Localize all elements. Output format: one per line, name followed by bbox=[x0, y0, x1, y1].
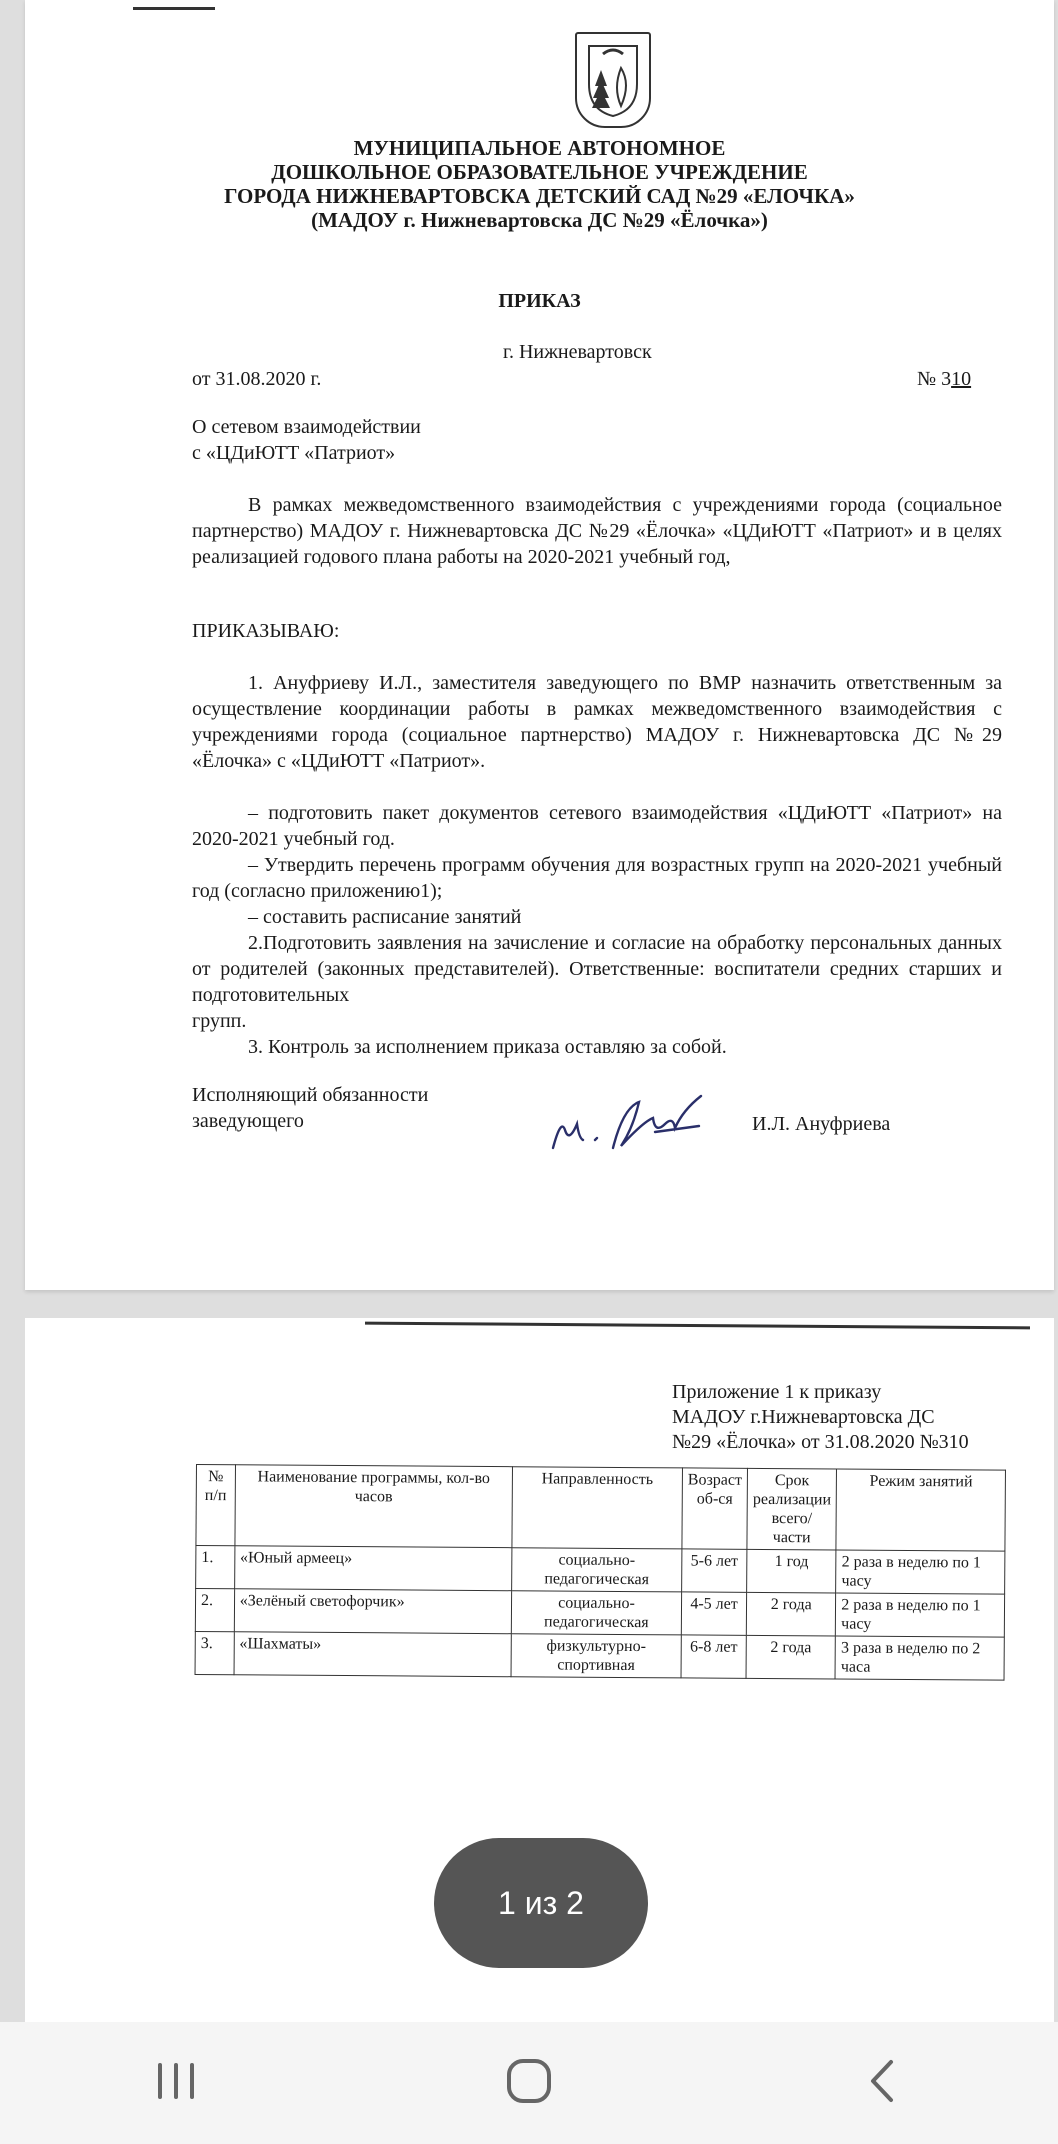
cell-focus: социально-педагогическая bbox=[511, 1591, 681, 1635]
table-row bbox=[195, 1589, 1004, 1638]
handwritten-signature bbox=[543, 1088, 713, 1168]
column-header-age: Возраст об-ся bbox=[682, 1468, 748, 1549]
header-line-4: (МАДОУ г. Нижневартовска ДС №29 «Ёлочка») bbox=[311, 208, 768, 232]
signer-title bbox=[192, 1082, 428, 1134]
cell-focus: физкультурно-спортивная bbox=[511, 1634, 681, 1678]
recents-icon bbox=[154, 2061, 198, 2106]
scan-corner-mark bbox=[133, 7, 215, 10]
column-header-program: Наименование программы, кол-во часов bbox=[235, 1465, 513, 1548]
cell-program: «Шахматы» bbox=[234, 1632, 512, 1677]
order-item-3: 3. Контроль за исполнением приказа оставляю за собой. bbox=[248, 1036, 727, 1058]
header-line-2: ДОШКОЛЬНОЕ ОБРАЗОВАТЕЛЬНОЕ УЧРЕЖДЕНИЕ bbox=[271, 160, 808, 184]
order-word: ПРИКАЗЫВАЮ: bbox=[192, 620, 340, 642]
appendix-heading-line-2: МАДОУ г.Нижневартовска ДС bbox=[672, 1406, 935, 1428]
institution-header bbox=[25, 136, 1054, 232]
table-row bbox=[196, 1546, 1005, 1595]
order-subject bbox=[192, 414, 421, 466]
header-line-1: МУНИЦИПАЛЬНОЕ АВТОНОМНОЕ bbox=[353, 136, 726, 160]
back-icon bbox=[867, 2058, 897, 2109]
appendix-heading-line-3: №29 «Ёлочка» от 31.08.2020 №310 bbox=[672, 1431, 969, 1453]
cell-schedule: 2 раза в неделю по 1 часу bbox=[836, 1593, 1005, 1637]
cell-program: «Зелёный светофорчик» bbox=[234, 1589, 512, 1634]
cell-duration: 2 года bbox=[746, 1635, 835, 1679]
signer-title-line-2: заведующего bbox=[192, 1110, 304, 1132]
order-item-1-sub-3: – составить расписание занятий bbox=[248, 906, 522, 928]
appendix-heading bbox=[672, 1380, 969, 1455]
column-header-focus: Направленность bbox=[512, 1467, 682, 1549]
cell-age: 4-5 лет bbox=[681, 1592, 746, 1635]
column-header-number: № п/п bbox=[196, 1465, 235, 1546]
cell-schedule: 2 раза в неделю по 1 часу bbox=[836, 1550, 1005, 1594]
home-icon bbox=[506, 2058, 552, 2109]
cell-number: 2. bbox=[195, 1589, 234, 1632]
order-number bbox=[917, 366, 971, 392]
page-indicator: 1 из 2 bbox=[434, 1838, 648, 1968]
order-item-1-sub-1: – подготовить пакет документов сетевого взаимодействия «ЦДиЮТТ «Патриот» на 2020-2021 учебный год. bbox=[192, 802, 1002, 850]
cell-duration: 2 года bbox=[746, 1592, 835, 1636]
signer-title-line-1: Исполняющий обязанности bbox=[192, 1084, 429, 1106]
document-title: ПРИКАЗ bbox=[498, 290, 581, 312]
subject-line-2: с «ЦДиЮТТ «Патриот» bbox=[192, 442, 396, 464]
system-navigation-bar bbox=[0, 2022, 1058, 2144]
column-header-duration: Срок реализации всего/части bbox=[747, 1468, 837, 1550]
city-line: г. Нижневартовск bbox=[503, 341, 652, 363]
cell-duration: 1 год bbox=[747, 1549, 836, 1593]
order-number-suffix: 10 bbox=[951, 368, 972, 390]
home-button[interactable] bbox=[469, 2043, 589, 2123]
cell-schedule: 3 раза в неделю по 2 часа bbox=[835, 1636, 1004, 1680]
back-button[interactable] bbox=[822, 2043, 942, 2123]
document-page-1 bbox=[25, 0, 1054, 1290]
appendix-heading-line-1: Приложение 1 к приказу bbox=[672, 1381, 882, 1403]
cell-program: «Юный армеец» bbox=[234, 1546, 512, 1591]
cell-age: 5-6 лет bbox=[682, 1549, 747, 1592]
header-line-3: ГОРОДА НИЖНЕВАРТОВСКА ДЕТСКИЙ САД №29 «ЕЛОЧКА» bbox=[224, 184, 855, 208]
subject-line-1: О сетевом взаимодействии bbox=[192, 416, 421, 438]
table-row bbox=[195, 1631, 1004, 1680]
order-item-1-sub-2: – Утвердить перечень программ обучения для возрастных групп на 2020-2021 учебный год (согласно приложению1); bbox=[192, 854, 1002, 902]
cell-number: 3. bbox=[195, 1631, 234, 1674]
coat-of-arms-icon bbox=[575, 32, 651, 128]
order-item-2-end: групп. bbox=[192, 1010, 247, 1032]
preamble-paragraph: В рамках межведомственного взаимодействия с учреждениями города (социальное партнерство) МАДОУ г. Нижневартовска ДС №29 «Ёлочка» «ЦДиЮТТ «Патриот» и в целях реализацией годового плана работы на 2020-2021 учебный год, bbox=[192, 494, 1002, 568]
table-header-row bbox=[196, 1465, 1006, 1552]
programs-table bbox=[195, 1464, 1006, 1681]
column-header-schedule: Режим занятий bbox=[836, 1469, 1005, 1551]
cell-number: 1. bbox=[196, 1546, 235, 1589]
order-item-2: 2.Подготовить заявления на зачисление и согласие на обработку персональных данных от родителей (законных представителей). Ответственные: воспитатели средних старших и подготовительных bbox=[192, 932, 1002, 1006]
scan-top-edge bbox=[365, 1322, 1030, 1330]
order-date: от 31.08.2020 г. bbox=[192, 368, 322, 390]
order-item-1: 1. Ануфриеву И.Л., заместителя заведующего по ВМР назначить ответственным за осуществление координации работы в рамках межведомственного взаимодействия с учреждениями города (социальное партнерство) МАДОУ г. Нижневартовска ДС №29 «Ёлочка» с «ЦДиЮТТ «Патриот». bbox=[192, 672, 1002, 772]
signer-name: И.Л. Ануфриева bbox=[752, 1113, 891, 1135]
recents-button[interactable] bbox=[116, 2043, 236, 2123]
cell-age: 6-8 лет bbox=[681, 1635, 746, 1678]
cell-focus: социально-педагогическая bbox=[512, 1548, 682, 1592]
order-number-prefix: № 3 bbox=[917, 368, 952, 390]
